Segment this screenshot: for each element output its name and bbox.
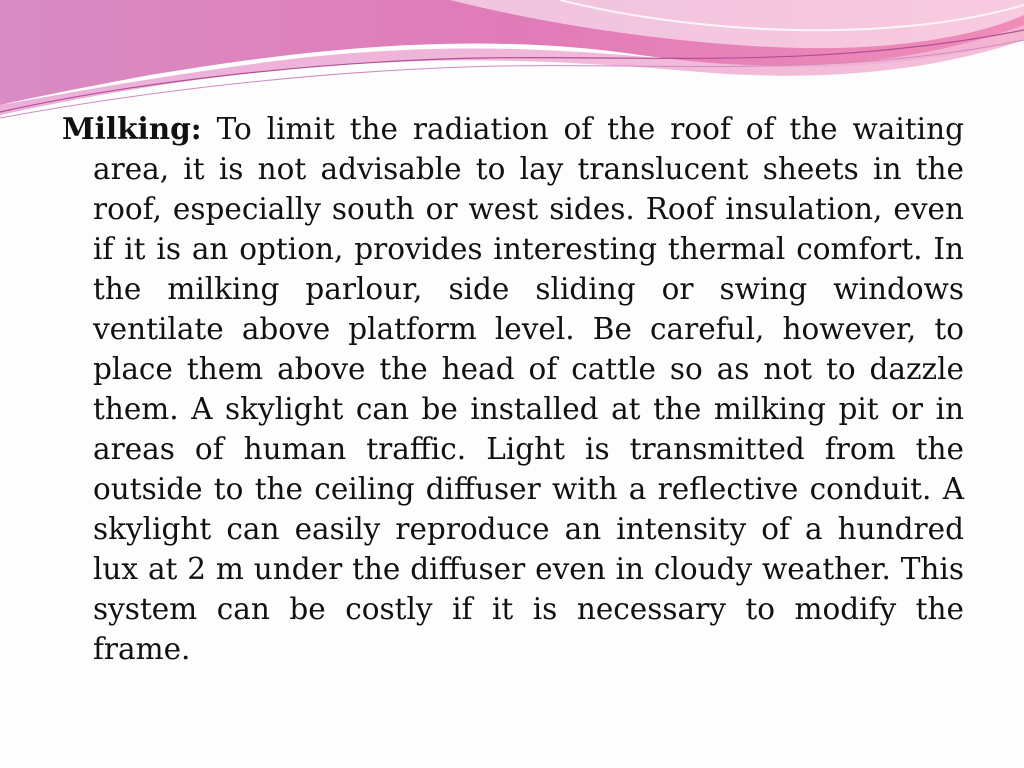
body-text: To limit the radiation of the roof of the waiting area, it is not advisable to lay translucent sheets in the roof, especially south or west sides. Roof insulation, even if it is an option, provides interesting thermal comfort. In the milking parlour, side sliding or swing windows ventilate above platform level. Be careful, however, to place them above the head of cattle so as not to dazzle them. A skylight can be installed at the milking pit or in areas of human traffic. Light is transmitted from the outside to the ceiling diffuser with a reflective conduit. A skylight can easily reproduce an intensity of a hundred lux at 2 m under the diffuser even in cloudy weather. This system can be costly if it is necessary to modify the frame. xyxy=(93,112,964,666)
body-paragraph xyxy=(62,109,964,669)
section-heading: Milking: xyxy=(62,111,202,146)
